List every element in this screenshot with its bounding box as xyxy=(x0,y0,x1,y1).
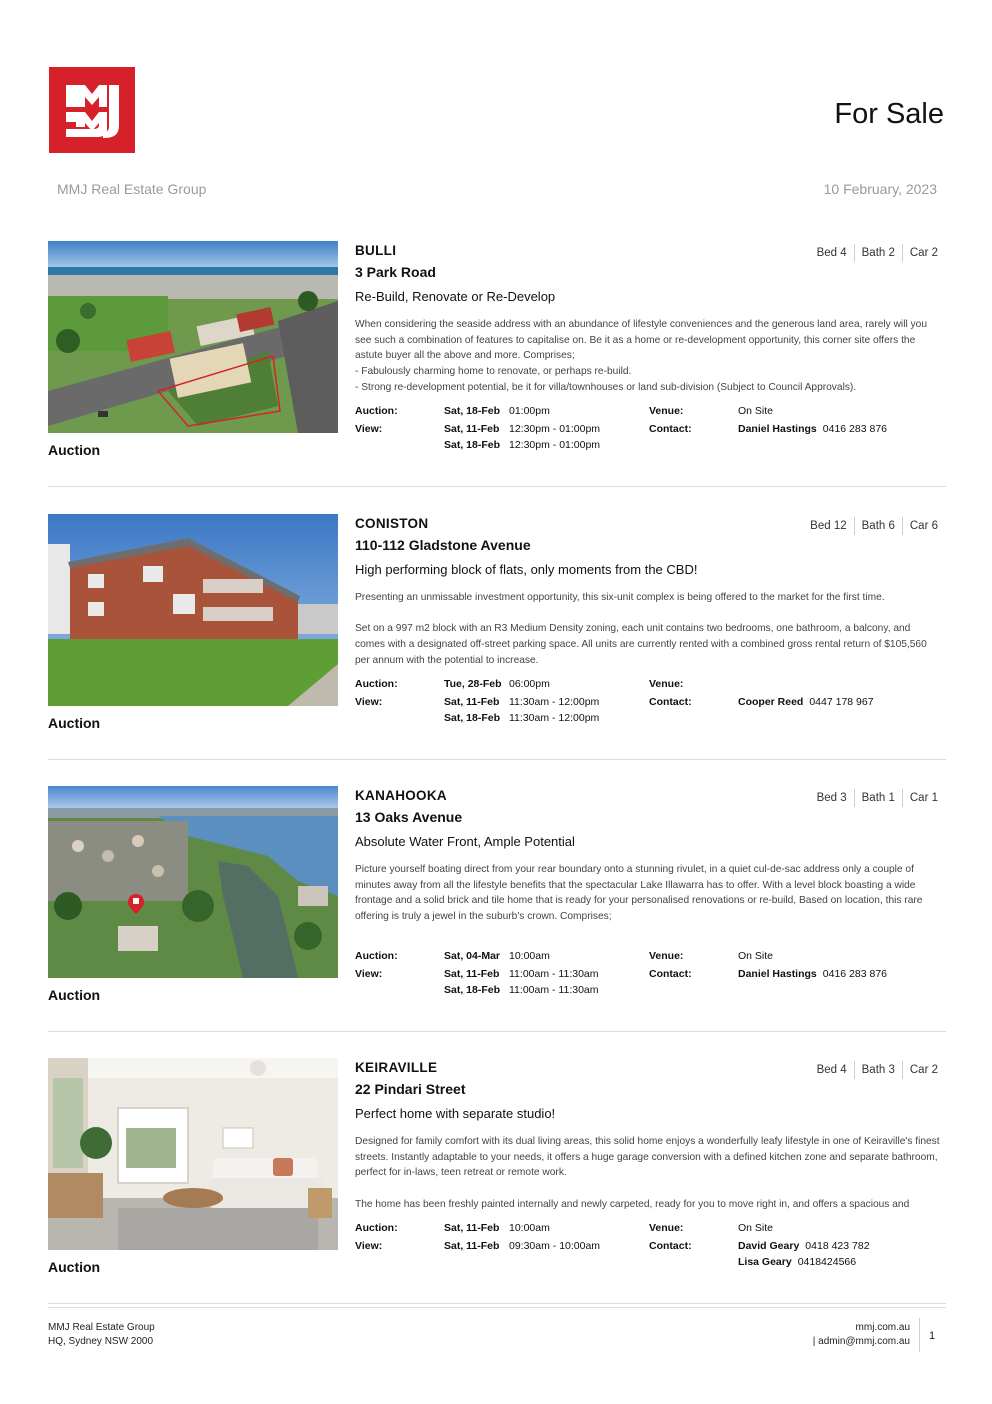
contact-row xyxy=(355,1256,945,1272)
sale-method: Auction xyxy=(48,715,101,731)
footer-separator xyxy=(919,1318,920,1352)
auction-day: Tue, 28-Feb xyxy=(444,678,502,690)
auction-label: Auction: xyxy=(355,950,398,962)
listing-divider xyxy=(48,1031,946,1032)
view-row xyxy=(355,439,945,455)
view-label: View: xyxy=(355,696,383,708)
bed-count: Bed 4 xyxy=(816,1064,847,1076)
property-photo[interactable] xyxy=(48,241,338,433)
listing-headline: High performing block of flats, only moments from the CBD! xyxy=(355,562,698,577)
page-number: 1 xyxy=(929,1330,936,1342)
car-count: Car 6 xyxy=(902,517,945,535)
contact-label: Contact: xyxy=(649,423,692,435)
listing-card[interactable] xyxy=(48,1058,946,1330)
listing-suburb: BULLI xyxy=(355,243,397,258)
auction-label: Auction: xyxy=(355,678,398,690)
bath-count: Bath 6 xyxy=(854,517,902,535)
venue-label: Venue: xyxy=(649,405,684,417)
property-features xyxy=(810,244,945,262)
view-day: Sat, 11-Feb xyxy=(444,696,500,708)
listing-suburb: KEIRAVILLE xyxy=(355,1060,438,1075)
view-time: 12:30pm - 01:00pm xyxy=(509,439,601,451)
agent-name: Daniel Hastings xyxy=(738,423,817,435)
venue-value: On Site xyxy=(738,405,774,417)
auction-label: Auction: xyxy=(355,1222,398,1234)
company-name: MMJ Real Estate Group xyxy=(57,181,207,197)
view-row xyxy=(355,984,945,1000)
listing-description: When considering the seaside address with an abundance of lifestyle conveniences and the generous land area, rarely will you see such a combination of features to capitalise on. Be it as a home or re-development opportunity, this corner site offers the astute buyer all the above and more. Comprises; - Fabulously charming home to renovate, or perhaps re-build. - Strong re-development potential, be it for villa/townhouses or land sub-division (Subject to Council Approvals). xyxy=(355,319,927,393)
listing-address[interactable]: 110-112 Gladstone Avenue xyxy=(355,537,531,553)
bed-count: Bed 4 xyxy=(816,247,847,259)
footer-email-link[interactable]: | admin@mmj.com.au xyxy=(812,1336,910,1347)
contact-label: Contact: xyxy=(649,696,692,708)
footer-company: MMJ Real Estate Group xyxy=(48,1322,155,1333)
sale-method: Auction xyxy=(48,987,101,1003)
contact-label: Contact: xyxy=(649,1240,692,1252)
listing-card[interactable] xyxy=(48,241,946,513)
view-row xyxy=(355,1240,945,1256)
venue-label: Venue: xyxy=(649,1222,684,1234)
contact-agent[interactable] xyxy=(738,423,887,435)
contact-label: Contact: xyxy=(649,968,692,980)
sale-method: Auction xyxy=(48,1259,101,1275)
property-photo[interactable] xyxy=(48,1058,338,1250)
listing-headline: Re-Build, Renovate or Re-Develop xyxy=(355,289,556,304)
view-day: Sat, 18-Feb xyxy=(444,439,501,451)
view-row xyxy=(355,423,945,439)
view-row xyxy=(355,712,945,728)
bed-count: Bed 3 xyxy=(816,792,847,804)
auction-day: Sat, 18-Feb xyxy=(444,405,501,417)
auction-label: Auction: xyxy=(355,405,398,417)
contact-agent[interactable] xyxy=(738,968,887,980)
agent-name: Cooper Reed xyxy=(738,696,804,708)
agent-phone[interactable]: 0416 283 876 xyxy=(822,423,888,435)
bed-count: Bed 12 xyxy=(810,520,847,532)
listing-divider xyxy=(48,1303,946,1304)
mmj-logo xyxy=(49,67,135,153)
view-time: 12:30pm - 01:00pm xyxy=(509,423,601,435)
agent-name: Lisa Geary xyxy=(738,1256,792,1268)
auction-time: 10:00am xyxy=(509,1222,550,1234)
contact-agent[interactable] xyxy=(738,696,874,708)
bath-count: Bath 1 xyxy=(854,789,902,807)
contact-agent[interactable] xyxy=(738,1256,856,1268)
auction-time: 06:00pm xyxy=(509,678,550,690)
listing-suburb: KANAHOOKA xyxy=(355,788,447,803)
agent-name: Daniel Hastings xyxy=(738,968,817,980)
auction-row xyxy=(355,950,945,966)
auction-time: 10:00am xyxy=(509,950,550,962)
venue-label: Venue: xyxy=(649,678,684,690)
listing-address[interactable]: 3 Park Road xyxy=(355,264,436,280)
auction-time: 01:00pm xyxy=(509,405,550,417)
view-time: 11:00am - 11:30am xyxy=(509,968,599,980)
property-photo[interactable] xyxy=(48,786,338,978)
car-count: Car 2 xyxy=(902,1061,945,1079)
listing-headline: Perfect home with separate studio! xyxy=(355,1106,556,1121)
listing-divider xyxy=(48,486,946,487)
agent-phone[interactable]: 0447 178 967 xyxy=(809,696,874,708)
mmj-logo-mark xyxy=(49,67,135,153)
view-day: Sat, 11-Feb xyxy=(444,968,500,980)
listing-description: Presenting an unmissable investment opportunity, this six-unit complex is being offered to the market for the first time. Set on a 997 m2 block with an R3 Medium Density zoning, each unit contains two bedrooms, one bathroom, a balcony, and comes with a designated off-street parking space. All units are currently rented with a combined gross rental return of $105,560 per annum with the potential to increase. xyxy=(355,592,927,666)
document-title: For Sale xyxy=(834,98,944,130)
footer-address: HQ, Sydney NSW 2000 xyxy=(48,1336,154,1347)
agent-name: David Geary xyxy=(738,1240,800,1252)
listing-card[interactable] xyxy=(48,514,946,786)
listing-description: Picture yourself boating direct from your rear boundary onto a stunning rivulet, in a quiet cul-de-sac address only a couple of minutes away from all the lifestyle benefits that the spectacular Lake Illawarra has to offer. With a level block boasting a wide frontage and a solid brick and tile home that is ready for your personalised renovations or re-build, Based on location, this rare offering is truly a jewel in the suburb's crown. Comprises; xyxy=(355,864,923,923)
bath-count: Bath 3 xyxy=(854,1061,902,1079)
listing-address[interactable]: 22 Pindari Street xyxy=(355,1081,466,1097)
view-label: View: xyxy=(355,423,383,435)
view-day: Sat, 11-Feb xyxy=(444,1240,500,1252)
listing-address[interactable]: 13 Oaks Avenue xyxy=(355,809,463,825)
venue-label: Venue: xyxy=(649,950,684,962)
property-features xyxy=(810,1061,945,1079)
listing-suburb: CONISTON xyxy=(355,516,429,531)
view-time: 11:30am - 12:00pm xyxy=(509,696,600,708)
document-date: 10 February, 2023 xyxy=(823,181,937,197)
property-features xyxy=(803,517,945,535)
auction-day: Sat, 11-Feb xyxy=(444,1222,500,1234)
agent-phone[interactable]: 0418 423 782 xyxy=(805,1240,870,1252)
view-time: 11:00am - 11:30am xyxy=(509,984,599,996)
car-count: Car 1 xyxy=(902,789,945,807)
agent-phone[interactable]: 0416 283 876 xyxy=(822,968,888,980)
auction-row xyxy=(355,678,945,694)
agent-phone[interactable]: 0418424566 xyxy=(797,1256,857,1268)
view-day: Sat, 18-Feb xyxy=(444,712,501,724)
bath-count: Bath 2 xyxy=(854,244,902,262)
sale-method: Auction xyxy=(48,442,101,458)
listing-divider xyxy=(48,759,946,760)
footer-company-info xyxy=(48,1321,155,1349)
venue-value: On Site xyxy=(738,1222,774,1234)
listing-card[interactable] xyxy=(48,786,946,1058)
view-row xyxy=(355,968,945,984)
property-photo[interactable] xyxy=(48,514,338,706)
view-label: View: xyxy=(355,1240,383,1252)
view-day: Sat, 11-Feb xyxy=(444,423,500,435)
auction-row xyxy=(355,1222,945,1238)
auction-row xyxy=(355,405,945,421)
footer-contact-info xyxy=(813,1321,910,1349)
footer-website-link[interactable]: mmj.com.au xyxy=(855,1322,910,1333)
view-row xyxy=(355,696,945,712)
property-features xyxy=(810,789,945,807)
footer-divider xyxy=(48,1307,946,1308)
view-time: 11:30am - 12:00pm xyxy=(509,712,600,724)
view-day: Sat, 18-Feb xyxy=(444,984,501,996)
view-time: 09:30am - 10:00am xyxy=(509,1240,601,1252)
listing-headline: Absolute Water Front, Ample Potential xyxy=(355,834,575,849)
auction-day: Sat, 04-Mar xyxy=(444,950,501,962)
venue-value: On Site xyxy=(738,950,774,962)
contact-agent[interactable] xyxy=(738,1240,870,1252)
car-count: Car 2 xyxy=(902,244,945,262)
listing-description: Designed for family comfort with its dual living areas, this solid home enjoys a wonderfully leafy lifestyle in one of Keiraville's finest streets. Instantly adaptable to your needs, it offers a huge garage conversion with a defined kitchen zone and separate bathroom, perfect for in-laws, teen retreat or remote work. The home has been freshly painted internally and newly carpeted, ready for you to move right in, and offers a spacious and xyxy=(355,1136,940,1210)
view-label: View: xyxy=(355,968,383,980)
